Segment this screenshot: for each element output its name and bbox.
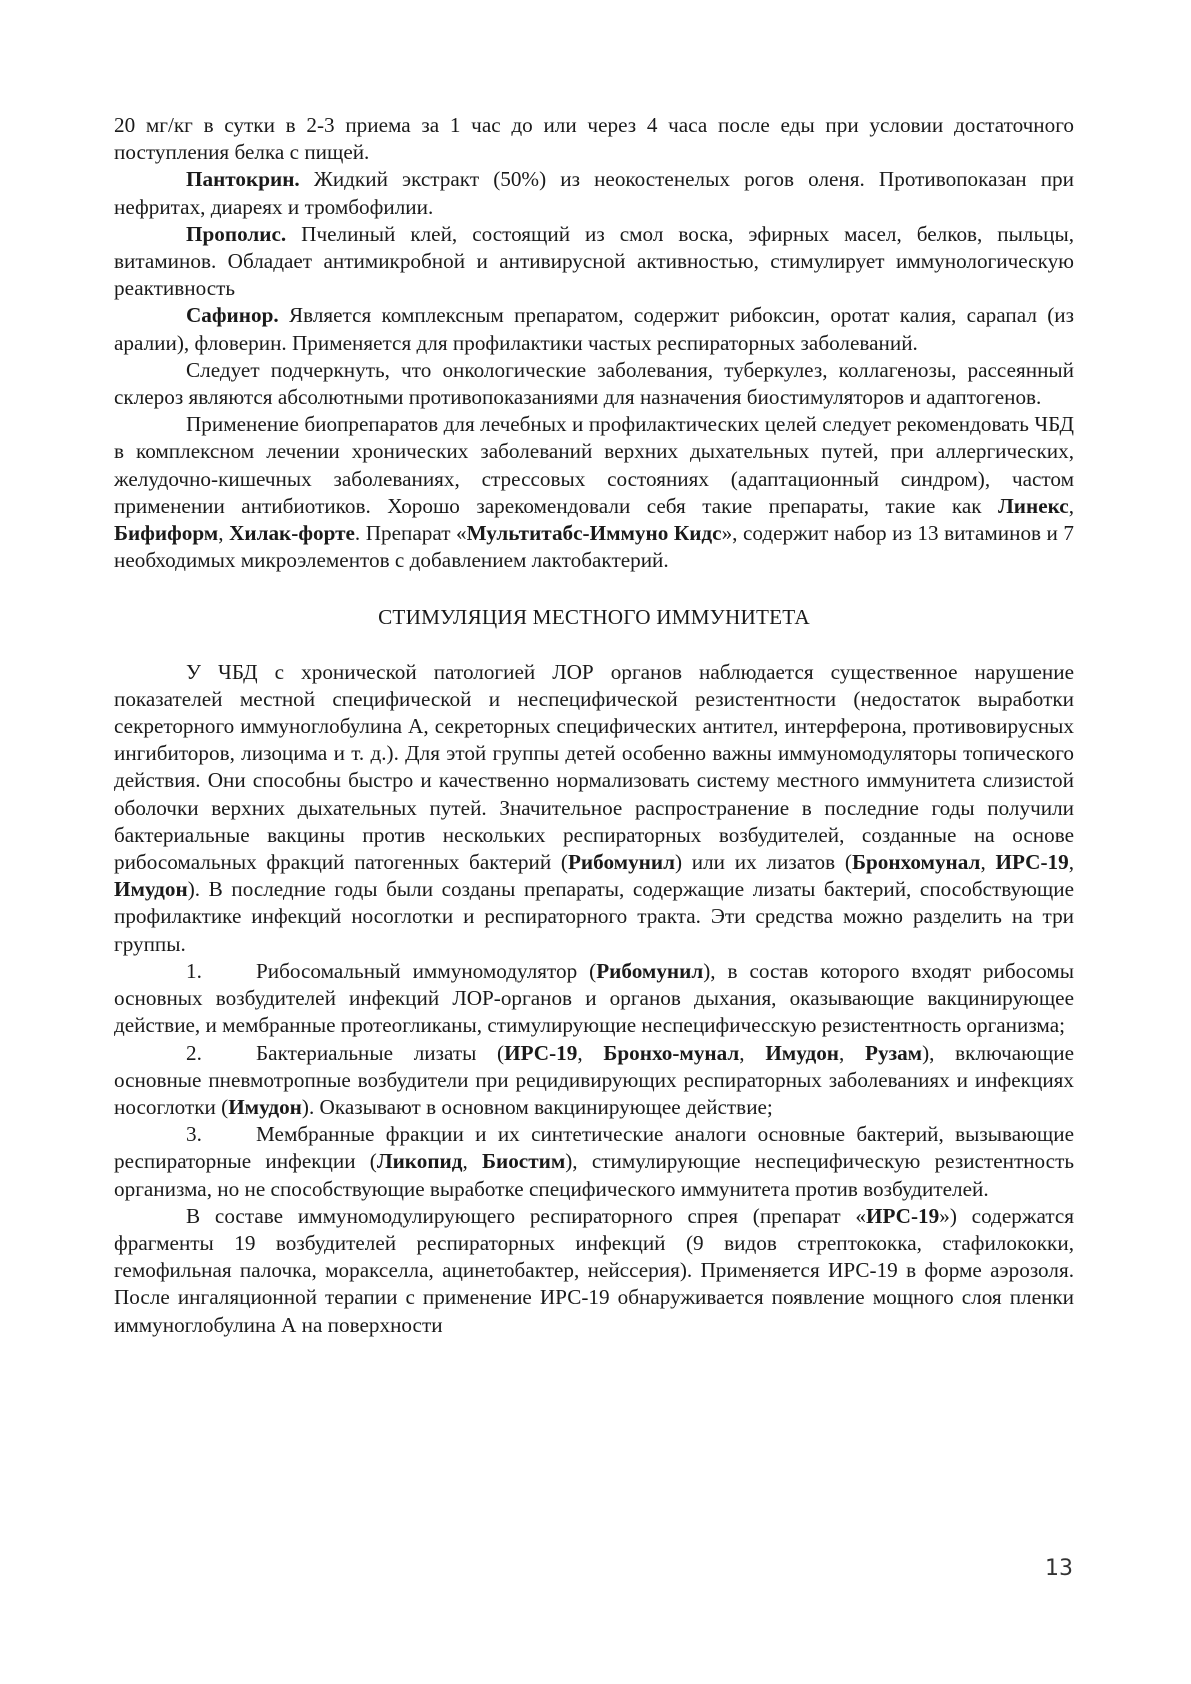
text-span: В составе иммуномодулирующего респираторного спрея (препарат « — [186, 1203, 866, 1228]
text-span: ») содержатся фрагменты 19 возбудителей респираторных инфекций (9 видов стрептококка, стафилококки, гемофильная палочка, моракселла, ацинетобактер, нейссерия). Применяется ИРС-19 в форме аэрозоля. После ингаляционной терапии с применение ИРС-19 обнаруживается появление мощного слоя пленки иммуноглобулина А на поверхности — [114, 1203, 1074, 1337]
text-span: Применение биопрепаратов для лечебных и профилактических целей следует рекомендовать ЧБД в комплексном лечении хронических заболеваний верхних дыхательных путей, при аллергических, желудочно-кишечных заболеваниях, стрессовых состояниях (адаптационный синдром), частом применении антибиотиков. Хорошо зарекомендовали себя такие препараты, такие как — [114, 412, 1074, 518]
term-multitabs: Мультитабс-Иммуно Кидс — [466, 521, 722, 546]
term-imudon: Имудон — [114, 877, 188, 902]
list-item-2 — [114, 1040, 1074, 1122]
term-hilak-forte: Хилак-форте — [229, 521, 355, 546]
text-span: , — [1068, 493, 1074, 518]
section-heading: СТИМУЛЯЦИЯ МЕСТНОГО ИММУНИТЕТА — [378, 605, 810, 630]
text-span: Является комплексным препаратом, содержит рибоксин, оротат калия, сарапал (из аралии), фловерин. Применяется для профилактики частых респираторных заболеваний. — [114, 303, 1074, 355]
paragraph-dosage — [114, 112, 1074, 166]
term-propolis: Прополис. — [186, 221, 287, 246]
text-span: , — [462, 1149, 482, 1174]
paragraph-local-immunity — [114, 659, 1074, 958]
term-irs19: ИРС-19 — [504, 1040, 578, 1065]
text-span: ). В последние годы были созданы препараты, содержащие лизаты бактерий, способствующие профилактике инфекций носоглотки и респираторного тракта. Эти средства можно разделить на три группы. — [114, 877, 1074, 956]
paragraph-propolis — [114, 221, 1074, 303]
term-linex: Линекс — [998, 493, 1069, 518]
text-span: ), стимулирующие неспецифическую резистентность организма, но не способствующие выработке специфического иммунитета против возбудителей. — [114, 1149, 1074, 1201]
list-number: 1. — [186, 958, 202, 983]
term-irs19: ИРС-19 — [995, 850, 1069, 875]
text-span: Мембранные фракции и их синтетические аналоги основные бактерий, вызывающие респираторные инфекции ( — [114, 1122, 1074, 1174]
term-likopid: Ликопид — [376, 1149, 463, 1174]
document-page — [114, 112, 1074, 1339]
paragraph-contraindications — [114, 357, 1074, 411]
term-irs19: ИРС-19 — [866, 1203, 940, 1228]
text-span: , — [739, 1040, 766, 1065]
term-safinor: Сафинор. — [186, 303, 279, 328]
text-span: Следует подчеркнуть, что онкологические заболевания, туберкулез, коллагенозы, рассеянный склероз являются абсолютными противопоказаниями для назначения биостимуляторов и адаптогенов. — [114, 357, 1074, 410]
text-span: , — [577, 1040, 604, 1065]
text-span: У ЧБД с хронической патологией ЛОР органов наблюдается существенное нарушение показателей местной специфической и неспецифической резистентности (недостаток выработки секреторного иммуноглобулина А, секреторных специфических антител, интерферона, противовирусных ингибиторов, лизоцима и т. д.). Для этой группы детей особенно важны иммуномодуляторы топического действия. Они способны быстро и качественно нормализовать систему местного иммунитета слизистой оболочки верхних дыхательных путей. Значительное распространение в последние годы получили бактериальные вакцины против нескольких респираторных возбудителей, созданные на основе рибосомальных фракций патогенных бактерий ( — [114, 659, 1074, 875]
text-span: , — [1068, 850, 1075, 875]
term-ruzam: Рузам — [865, 1040, 923, 1065]
text-span: Пчелиный клей, состоящий из смол воска, эфирных масел, белков, пыльцы, витаминов. Обладает антимикробной и антивирусной активностью, стимулирует иммунологическую реактивность — [114, 221, 1074, 301]
text-span: ), включающие основные пневмотропные возбудители при рецидивирующих респираторных заболеваниях и инфекциях носоглотки ( — [114, 1040, 1075, 1119]
text-span: , — [839, 1040, 866, 1065]
paragraph-safinor — [114, 302, 1074, 356]
term-imudon: Имудон — [228, 1094, 302, 1119]
paragraph-pantocrin — [114, 166, 1074, 220]
list-item-3 — [114, 1121, 1074, 1203]
term-bronchomunal: Бронхо-мунал — [603, 1040, 740, 1065]
term-ribomunil: Рибомунил — [596, 958, 704, 983]
text-span: », содержит набор из 13 витаминов и 7 необходимых микроэлементов с добавлением лактобактерий. — [114, 521, 1075, 573]
term-pantocrin: Пантокрин. — [186, 167, 300, 192]
text-span: ). Оказывают в основном вакцинирующее действие; — [301, 1094, 773, 1119]
term-bronchomunal: Бронхомунал — [851, 850, 981, 875]
list-item-1 — [114, 958, 1074, 1040]
term-ribomunil: Рибомунил — [567, 850, 675, 875]
text-span: ) или их лизатов ( — [674, 850, 852, 875]
text-span: 20 мг/кг в сутки в 2-3 приема за 1 час до или через 4 часа после еды при условии достаточного поступления белка с пищей. — [114, 113, 1074, 165]
text-span: Рибосомальный иммуномодулятор ( — [256, 958, 597, 983]
list-number: 3. — [186, 1122, 202, 1147]
text-span: , — [980, 850, 996, 875]
term-imudon: Имудон — [765, 1040, 840, 1065]
text-span: ), в состав которого входят рибосомы основных возбудителей инфекций ЛОР-органов и органов дыхания, оказывающие вакцинирующее действие, и мембранные протеогликаны, стимулирующие неспецифичесскую резистентность организма; — [114, 958, 1074, 1038]
text-span: . Препарат « — [354, 521, 467, 546]
paragraph-biopreparations — [114, 411, 1074, 574]
text-span: Жидкий экстракт (50%) из неокостенелых рогов оленя. Противопоказан при нефритах, диареях и тромбофилии. — [114, 167, 1074, 219]
term-bifiform: Бифиформ — [114, 521, 219, 546]
text-span: Бактериальные лизаты ( — [256, 1040, 505, 1065]
term-biostim: Биостим — [481, 1149, 566, 1174]
paragraph-irs19-spray — [114, 1203, 1074, 1339]
page-number: 13 — [1045, 1556, 1073, 1581]
list-number: 2. — [186, 1040, 202, 1065]
text-span: , — [218, 521, 230, 546]
